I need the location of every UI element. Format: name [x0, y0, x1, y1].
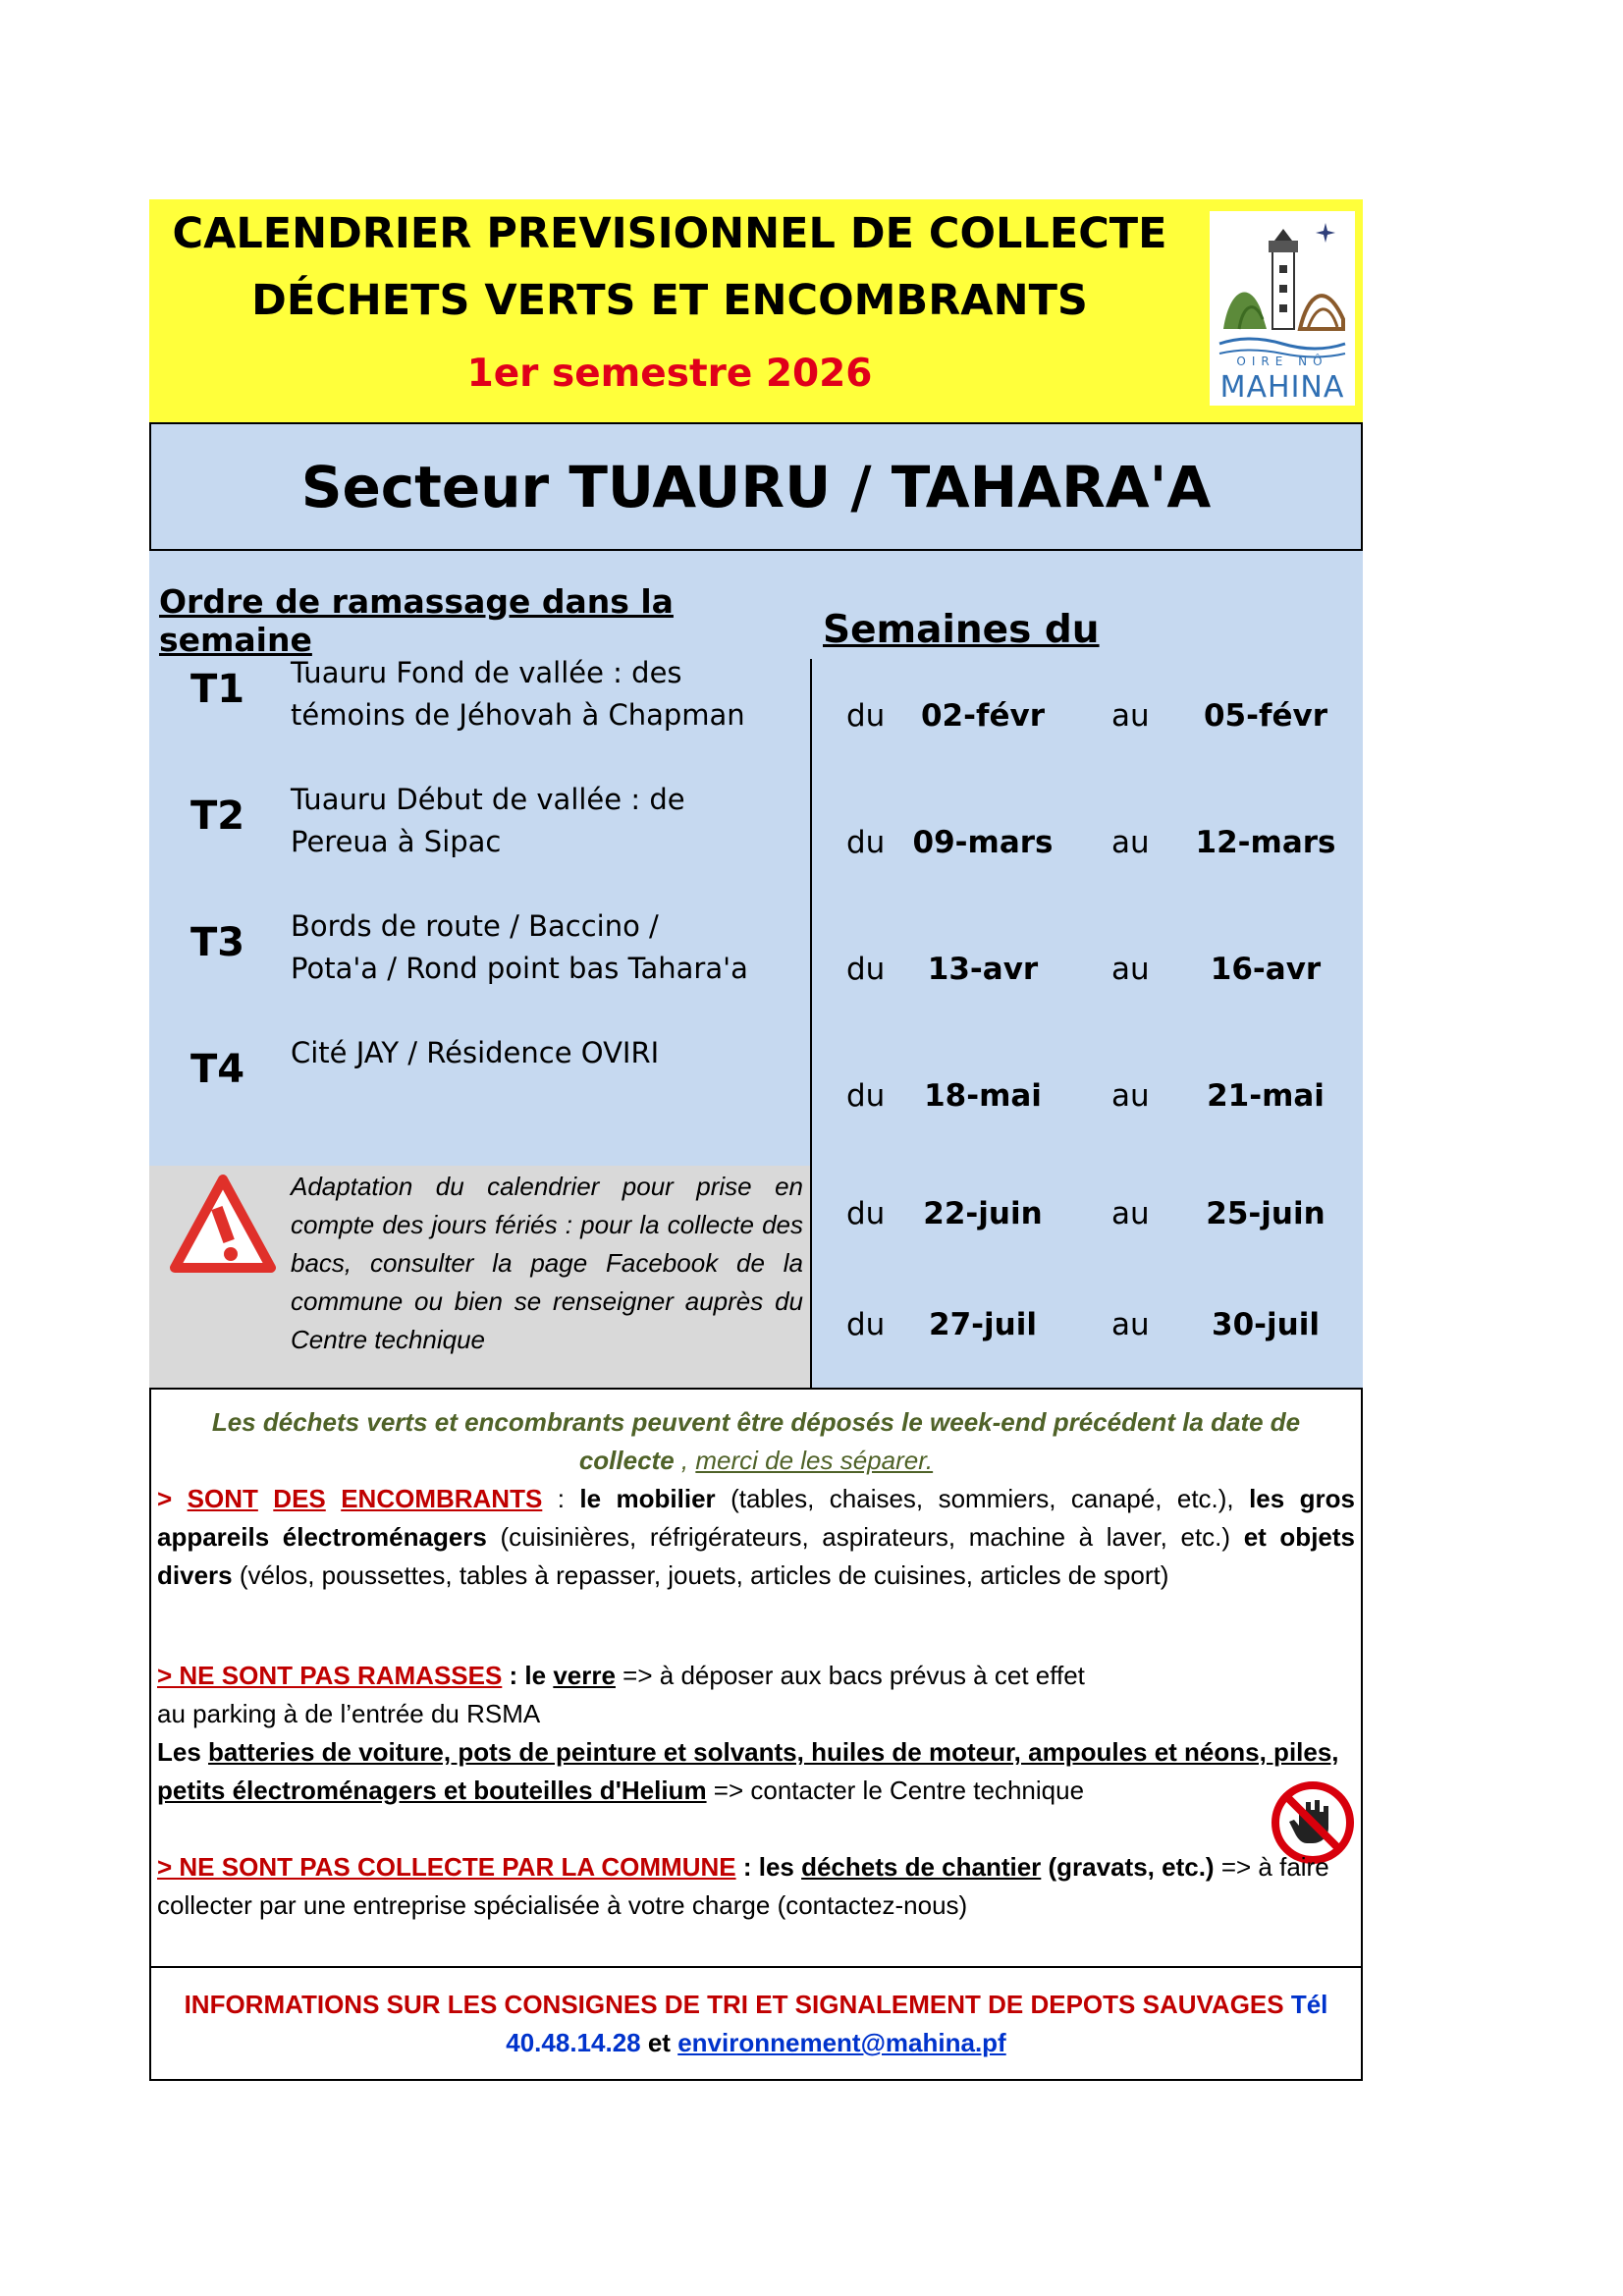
- rule-divers-detail: (vélos, poussettes, tables à repasser, jouets, articles de cuisines, articles de sport): [232, 1560, 1169, 1590]
- week-au: au: [1111, 1307, 1150, 1342]
- tour-description: Tuauru Fond de vallée : des témoins de Jéhovah à Chapman: [291, 656, 745, 732]
- week-au: au: [1111, 1196, 1150, 1231]
- weeks-heading: Semaines du: [823, 608, 1100, 652]
- week-row: [811, 952, 1363, 1001]
- holiday-notice: Adaptation du calendrier pour prise en compte des jours fériés : pour la collecte des bacs, consulter la page Facebook de la commune ou bien se renseigner auprès du Centre technique: [291, 1172, 803, 1354]
- instructions-box: [149, 1388, 1363, 1968]
- lighthouse-icon: [1210, 211, 1355, 368]
- contact-info: INFORMATIONS SUR LES CONSIGNES DE TRI ET SIGNALEMENT DE DEPOTS SAUVAGES: [184, 1990, 1284, 2019]
- week-end: 16-avr: [1210, 952, 1322, 987]
- commune-gravats: (gravats, etc.): [1041, 1852, 1215, 1882]
- rule-des: DES: [273, 1484, 326, 1513]
- contact-box: [149, 1968, 1363, 2081]
- week-du: du: [846, 825, 886, 860]
- rule-mobilier-detail: (tables, chaises, sommiers, canapé, etc.),: [715, 1484, 1250, 1513]
- week-au: au: [1111, 825, 1150, 860]
- schedule-panel: [149, 551, 1363, 1388]
- rule-gros-detail: (cuisinières, réfrigérateurs, aspirateurs, machine à laver, etc.): [486, 1522, 1244, 1552]
- semester-label: 1er semestre 2026: [466, 352, 873, 396]
- week-start: 13-avr: [927, 952, 1039, 987]
- week-du: du: [846, 698, 886, 734]
- week-end: 21-mai: [1207, 1078, 1325, 1114]
- title-line-2: DÉCHETS VERTS ET ENCOMBRANTS: [251, 276, 1088, 325]
- order-heading: Ordre de ramassage dans la semaine: [159, 582, 674, 659]
- week-row: [811, 1196, 1363, 1245]
- sector-banner: [149, 422, 1363, 551]
- week-end: 30-juil: [1212, 1307, 1320, 1342]
- calendar-sheet: [149, 199, 1363, 2081]
- collection-order: [149, 551, 811, 1388]
- rule-encombrants: ENCOMBRANTS: [341, 1484, 543, 1513]
- contact-tel-label: Tél: [1290, 1990, 1328, 2019]
- not-collected-verre: verre: [553, 1661, 616, 1690]
- not-collected-rule: [157, 1657, 1355, 1810]
- not-collected-verre-detail: => à déposer aux bacs prévus à cet effet: [615, 1661, 1085, 1690]
- tour-code: T4: [190, 1047, 245, 1092]
- week-start: 09-mars: [912, 825, 1054, 860]
- tour-code: T1: [190, 667, 245, 712]
- week-end: 25-juin: [1206, 1196, 1325, 1231]
- rule-marker: >: [157, 1484, 188, 1513]
- commune-les: : les: [735, 1852, 802, 1882]
- week-start: 22-juin: [923, 1196, 1043, 1231]
- separate-note: merci de les séparer.: [695, 1446, 934, 1475]
- header-banner: [149, 199, 1363, 422]
- contact-email-link[interactable]: environnement@mahina.pf: [677, 2028, 1006, 2057]
- week-start: 02-févr: [920, 698, 1045, 734]
- week-end: 05-févr: [1203, 698, 1327, 734]
- not-collected-parking: au parking à de l’entrée du RSMA: [157, 1699, 541, 1728]
- tour-code: T3: [190, 920, 245, 965]
- not-collected-items: batteries de voiture, pots de peinture et solvants, huiles de moteur, ampoules et néons, piles, petits électroménagers et bouteilles d'Helium: [157, 1737, 1339, 1805]
- week-du: du: [846, 1196, 886, 1231]
- deposit-note: [190, 1403, 1322, 1480]
- deposit-note-text: Les déchets verts et encombrants peuvent être déposés le week-end précédent la date de collecte: [211, 1407, 1301, 1475]
- contact-text: [161, 1986, 1351, 2062]
- contact-phone[interactable]: 40.48.14.28: [506, 2028, 641, 2057]
- tour-description: Bords de route / Baccino / Pota'a / Rond point bas Tahara'a: [291, 909, 748, 985]
- rule-mobilier: le mobilier: [579, 1484, 716, 1513]
- tour-description: Cité JAY / Résidence OVIRI: [291, 1036, 660, 1069]
- not-collected-les: Les: [157, 1737, 209, 1767]
- week-row: [811, 825, 1363, 874]
- week-row: [811, 698, 1363, 747]
- week-du: du: [846, 1307, 886, 1342]
- not-collected-le: : le: [502, 1661, 554, 1690]
- not-collected-heading: > NE SONT PAS RAMASSES: [157, 1661, 503, 1690]
- warning-icon: [169, 1172, 277, 1280]
- commune-rule: [157, 1848, 1355, 1925]
- rule-divers: et objets divers: [157, 1522, 1355, 1590]
- commune-chantier: déchets de chantier: [801, 1852, 1042, 1882]
- rule-colon: :: [542, 1484, 580, 1513]
- column-divider: [810, 659, 812, 1388]
- rule-sont: SONT: [187, 1484, 258, 1513]
- week-au: au: [1111, 698, 1150, 734]
- not-collected-items-detail: => contacter le Centre technique: [706, 1776, 1085, 1805]
- commune-detail: => à faire collecter par une entreprise spécialisée à votre charge (contactez-nous): [157, 1852, 1329, 1920]
- week-row: [811, 1307, 1363, 1356]
- logo-motto: OIRE NÔ: [1236, 355, 1328, 368]
- mahina-logo: [1210, 211, 1355, 406]
- week-au: au: [1111, 952, 1150, 987]
- week-du: du: [846, 952, 886, 987]
- contact-et: et: [640, 2028, 678, 2057]
- deposit-note-comma: ,: [674, 1446, 696, 1475]
- week-start: 18-mai: [924, 1078, 1042, 1114]
- commune-heading: > NE SONT PAS COLLECTE PAR LA COMMUNE: [157, 1852, 736, 1882]
- week-au: au: [1111, 1078, 1150, 1114]
- week-du: du: [846, 1078, 886, 1114]
- rule-gros: les gros appareils électroménagers: [157, 1484, 1355, 1552]
- tour-code: T2: [190, 793, 245, 839]
- week-end: 12-mars: [1195, 825, 1336, 860]
- week-start: 27-juil: [929, 1307, 1037, 1342]
- tour-description: Tuauru Début de vallée : de Pereua à Sipac: [291, 783, 685, 858]
- sector-title: Secteur TUAURU / TAHARA'A: [300, 454, 1212, 520]
- encombrants-rule: [157, 1480, 1355, 1595]
- week-row: [811, 1078, 1363, 1127]
- title-line-1: CALENDRIER PREVISIONNEL DE COLLECTE: [172, 209, 1167, 258]
- logo-name: MAHINA: [1219, 370, 1345, 405]
